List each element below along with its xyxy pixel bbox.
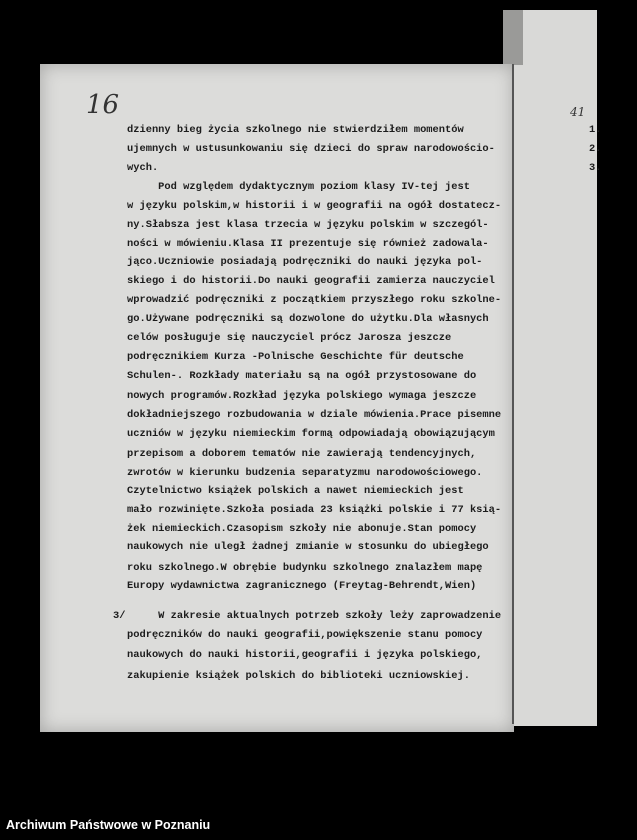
text-line: Europy wydawnictwa zagranicznego (Freytag-Behrendt,Wien): [127, 580, 477, 592]
text-line: uczniów w języku niemieckim formą odpowiadają obowiązującym: [127, 428, 495, 440]
back-page: [503, 10, 602, 726]
text-line: dokładniejszego rozbudowania w dziale mówienia.Prace pisemne: [127, 409, 502, 421]
text-line: ny.Słabsza jest klasa trzecia w języku polskim w szczegól-: [127, 219, 489, 231]
page-edge-strip: [503, 10, 523, 65]
text-line: żek niemieckich.Czasopism szkoły nie abonuje.Stan pomocy: [127, 523, 477, 535]
section-marker: 3/: [113, 610, 126, 622]
text-line: Czytelnictwo książek polskich a nawet niemieckich jest: [127, 485, 464, 497]
text-line: przepisom a doborem tematów nie zawierają tendencyjnych,: [127, 448, 477, 460]
text-line: ności w mówieniu.Klasa II prezentuje się również zadowala-: [127, 238, 489, 250]
text-line: W zakresie aktualnych potrzeb szkoły leży zaprowadzenie: [127, 610, 502, 622]
text-line: mało rozwinięte.Szkoła posiada 23 książki polskie i 77 ksią-: [127, 504, 502, 516]
text-line: ujemnych w ustusunkowaniu się dzieci do spraw narodowościo-: [127, 143, 495, 155]
text-line: celów posługuje się nauczyciel prócz Jarosza jeszcze: [127, 332, 452, 344]
text-line: podręczników do nauki geografii,powiększenie stanu pomocy: [127, 629, 483, 641]
handwritten-page-number: 16: [86, 90, 120, 120]
page-fold: [512, 64, 514, 724]
back-marker: 2.: [589, 143, 602, 155]
text-line: wprowadzić podręczniki z początkiem przyszłego roku szkolne-: [127, 294, 502, 306]
back-page-number: 41: [570, 105, 586, 119]
text-line: Schulen-. Rozkłady materiału są na ogół przystosowane do: [127, 370, 477, 382]
text-line: zwrotów w kierunku budzenia separatyzmu narodowościowego.: [127, 467, 483, 479]
text-line: w języku polskim,w historii i w geografii na ogół dostatecz-: [127, 200, 502, 212]
text-line: wych.: [127, 162, 159, 174]
back-marker: 1.: [589, 124, 602, 136]
text-line: naukowych do nauki historii,geografii i języka polskiego,: [127, 649, 483, 661]
text-line: roku szkolnego.W obrębie budynku szkolnego znalazłem mapę: [127, 562, 483, 574]
text-line: Pod względem dydaktycznym poziom klasy IV-tej jest: [127, 181, 470, 193]
text-line: dzienny bieg życia szkolnego nie stwierdziłem momentów: [127, 124, 464, 136]
text-line: nowych programów.Rozkład języka polskiego wymaga jeszcze: [127, 390, 477, 402]
text-line: zakupienie książek polskich do biblioteki uczniowskiej.: [127, 670, 470, 682]
archive-caption: Archiwum Państwowe w Poznaniu: [6, 818, 211, 832]
text-line: jąco.Uczniowie posiadają podręczniki do nauki języka pol-: [127, 256, 483, 268]
back-marker: 3.: [589, 162, 602, 174]
text-line: naukowych nie uległ żadnej zmianie w stosunku do ubiegłego: [127, 541, 489, 553]
text-line: go.Używane podręczniki są dozwolone do użytku.Dla własnych: [127, 313, 489, 325]
text-line: podręcznikiem Kurza -Polnische Geschichte für deutsche: [127, 351, 464, 363]
text-line: skiego i do historii.Do nauki geografii zamierza nauczyciel: [127, 275, 495, 287]
